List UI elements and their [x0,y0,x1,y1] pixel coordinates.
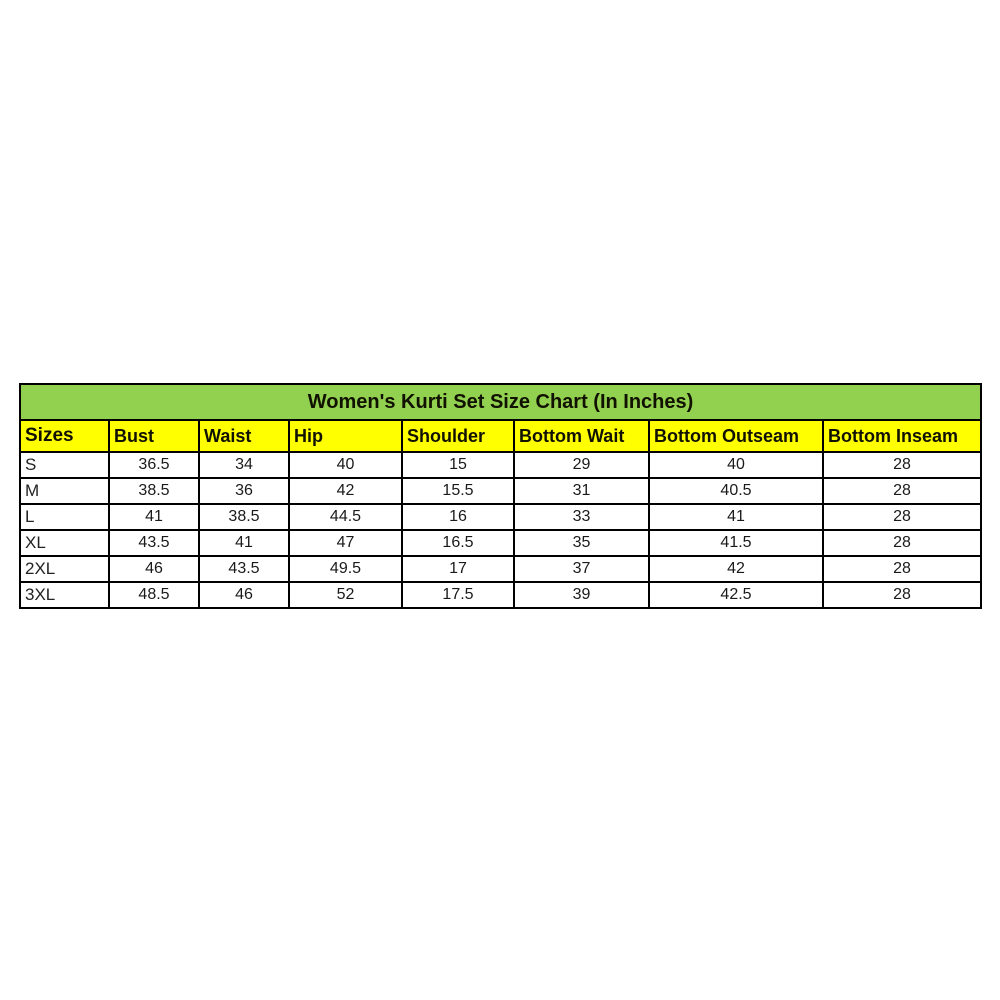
column-header-hip: Hip [289,420,402,452]
table-cell: 40 [649,452,823,478]
table-row-xl [20,530,981,556]
table-cell: 28 [823,556,981,582]
table-cell: 16 [402,504,514,530]
table-cell: 35 [514,530,649,556]
table-cell: 42 [649,556,823,582]
table-cell: 44.5 [289,504,402,530]
table-cell: 34 [199,452,289,478]
table-cell: 46 [109,556,199,582]
table-row-l [20,504,981,530]
size-chart-table [19,383,982,609]
table-cell: 38.5 [109,478,199,504]
table-cell: 48.5 [109,582,199,608]
table-cell: 41 [649,504,823,530]
table-cell: 37 [514,556,649,582]
table-cell: 47 [289,530,402,556]
column-header-bust: Bust [109,420,199,452]
table-cell: 42.5 [649,582,823,608]
table-cell: 29 [514,452,649,478]
table-cell: 49.5 [289,556,402,582]
column-header-bottom-outseam: Bottom Outseam [649,420,823,452]
table-cell: 15.5 [402,478,514,504]
table-cell: 17.5 [402,582,514,608]
chart-title-row [20,384,981,420]
table-cell: 38.5 [199,504,289,530]
size-label: XL [20,530,109,556]
table-cell: 28 [823,582,981,608]
table-cell: 41.5 [649,530,823,556]
column-header-bottom-inseam: Bottom Inseam [823,420,981,452]
table-cell: 31 [514,478,649,504]
table-cell: 43.5 [109,530,199,556]
table-cell: 40 [289,452,402,478]
table-cell: 39 [514,582,649,608]
column-header-sizes: Sizes [20,420,109,452]
size-label: M [20,478,109,504]
table-cell: 52 [289,582,402,608]
table-cell: 43.5 [199,556,289,582]
table-cell: 36 [199,478,289,504]
table-row-m [20,478,981,504]
table-cell: 33 [514,504,649,530]
size-label: 3XL [20,582,109,608]
table-cell: 28 [823,478,981,504]
table-cell: 28 [823,452,981,478]
table-cell: 41 [109,504,199,530]
size-label: 2XL [20,556,109,582]
table-cell: 17 [402,556,514,582]
table-cell: 40.5 [649,478,823,504]
table-row-2xl [20,556,981,582]
table-row-3xl [20,582,981,608]
table-cell: 28 [823,504,981,530]
table-cell: 41 [199,530,289,556]
table-cell: 28 [823,530,981,556]
size-label: L [20,504,109,530]
table-cell: 42 [289,478,402,504]
table-cell: 15 [402,452,514,478]
table-cell: 16.5 [402,530,514,556]
table-cell: 36.5 [109,452,199,478]
column-header-bottom-wait: Bottom Wait [514,420,649,452]
table-row-s [20,452,981,478]
size-chart-container [19,383,980,609]
table-cell: 46 [199,582,289,608]
size-label: S [20,452,109,478]
column-header-row [20,420,981,452]
chart-title: Women's Kurti Set Size Chart (In Inches) [20,384,981,420]
column-header-shoulder: Shoulder [402,420,514,452]
column-header-waist: Waist [199,420,289,452]
